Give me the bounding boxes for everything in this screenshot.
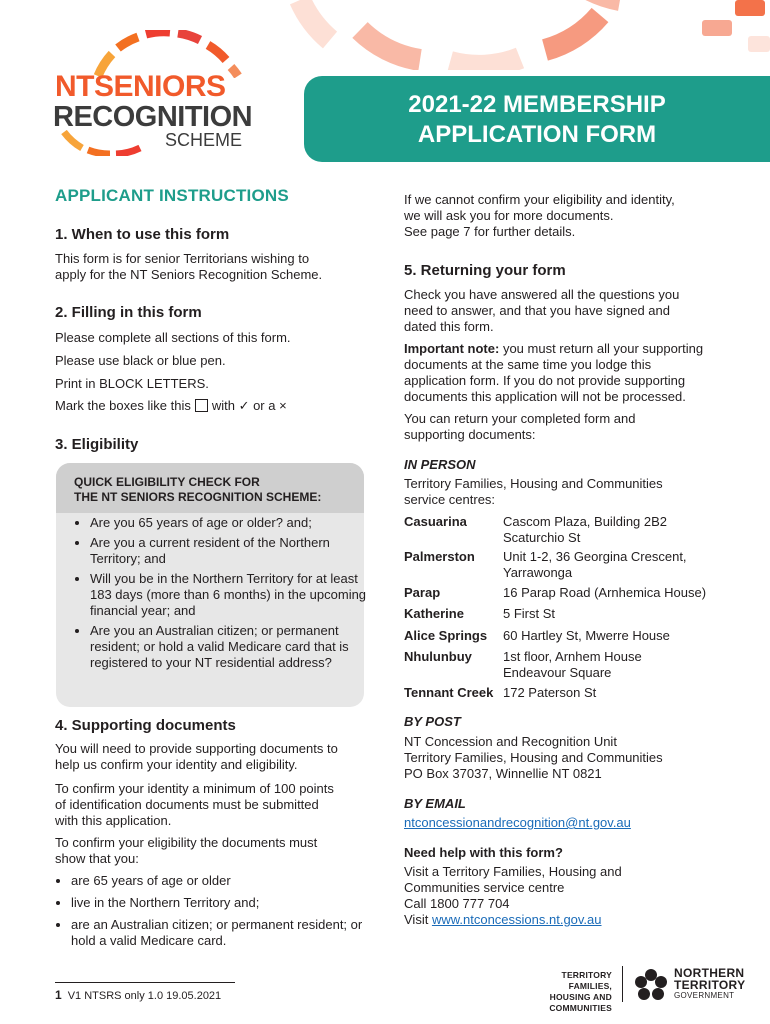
website-link[interactable]: www.ntconcessions.nt.gov.au	[431, 912, 602, 927]
list-item: • Are you 65 years of age or older? and;	[90, 515, 372, 531]
footer-logo-separator	[622, 966, 623, 1002]
nt-seniors-logo	[50, 30, 265, 160]
section-1-text-line2: apply for the NT Seniors Recognition Scheme.	[55, 267, 323, 282]
help-line2: Communities service centre	[404, 880, 565, 895]
eligibility-list	[70, 515, 372, 675]
list-item: • Are you an Australian citizen; or permanent resident; or hold a valid Medicare card that is registered to your NT residential address?	[90, 623, 372, 671]
section-2-line2: Please use black or blue pen.	[55, 353, 226, 368]
section-5-title: 5. Returning your form	[404, 262, 566, 279]
section-1-title: 1. When to use this form	[55, 226, 230, 243]
eligibility-box-header	[56, 463, 364, 513]
post-line2: Territory Families, Housing and Communities	[404, 750, 663, 765]
nt-government-logo: NORTHERN TERRITORY GOVERNMENT	[632, 965, 752, 1005]
help-phone: Call 1800 777 704	[404, 896, 510, 911]
section-4-title: 4. Supporting documents	[55, 717, 236, 734]
logo-text-line3: SCHEME	[165, 130, 243, 150]
list-item: • are an Australian citizen; or permanent resident; or hold a valid Medicare card.	[71, 917, 371, 949]
eligibility-check-box	[56, 463, 367, 707]
return-line1: You can return your completed form and	[404, 411, 636, 426]
important-note-line1: Important note: you must return all your supporting	[404, 341, 704, 356]
section-2-line4: Mark the boxes like this with ✓ or a ×	[55, 398, 287, 413]
page-number: 1	[55, 988, 62, 1002]
tfhc-line1: Territory Families, Housing and Communities	[404, 476, 663, 491]
logo-text-line2: RECOGNITION	[53, 101, 253, 133]
important-note-line3: application form. If you do not provide supporting	[404, 373, 686, 388]
by-email-heading: BY EMAIL	[404, 796, 466, 811]
list-item: • Are you a current resident of the Northern Territory; and	[90, 535, 372, 567]
section-2-line1: Please complete all sections of this form.	[55, 330, 291, 345]
supporting-docs-list	[55, 873, 371, 955]
list-item: • are 65 years of age or older	[71, 873, 371, 889]
intro-line2: we will ask you for more documents.	[404, 208, 614, 223]
logo-text-line1: NTSENIORS	[55, 70, 226, 103]
footer-divider	[55, 982, 235, 983]
section-2-line3: Print in BLOCK LETTERS.	[55, 376, 209, 391]
help-line1: Visit a Territory Families, Housing and	[404, 864, 622, 879]
post-line1: NT Concession and Recognition Unit	[404, 734, 617, 749]
help-website-line: Visit www.ntconcessions.nt.gov.au	[404, 912, 602, 927]
list-item: • Will you be in the Northern Territory for at least 183 days (more than 6 months) in the upcoming financial year; and	[90, 571, 372, 619]
list-item: • live in the Northern Territory and;	[71, 895, 371, 911]
by-post-heading: BY POST	[404, 714, 461, 729]
section-4-p1-line2: help us confirm your identity and eligibility.	[55, 757, 298, 772]
post-line3: PO Box 37037, Winnellie NT 0821	[404, 766, 602, 781]
tfhc-department-logo: TERRITORY FAMILIES, HOUSING AND COMMUNITIES	[549, 970, 612, 1013]
intro-line3: See page 7 for further details.	[404, 224, 576, 239]
logo-lower-arc-icon	[60, 130, 160, 156]
email-link[interactable]: ntconcessionandrecognition@nt.gov.au	[404, 815, 631, 830]
important-note-line2: documents at the same time you lodge this	[404, 357, 652, 372]
eligibility-header-line1: QUICK ELIGIBILITY CHECK FOR	[74, 475, 260, 489]
checkbox-example-icon	[195, 399, 208, 412]
section-4-p2-line3: with this application.	[55, 813, 172, 828]
section-1-text-line1: This form is for senior Territorians wishing to	[55, 251, 310, 266]
section-4-p3-line1: To confirm your eligibility the documents must	[55, 835, 318, 850]
applicant-instructions-heading: APPLICANT INSTRUCTIONS	[55, 186, 289, 205]
intro-line1: If we cannot confirm your eligibility and identity,	[404, 192, 675, 207]
nt-flower-icon	[632, 967, 670, 1003]
in-person-heading: IN PERSON	[404, 457, 476, 472]
form-title-line2: APPLICATION FORM	[417, 121, 657, 148]
tfhc-line2: service centres:	[404, 492, 496, 507]
form-title-line1: 2021-22 MEMBERSHIP	[408, 91, 666, 118]
section-4-p2-line1: To confirm your identity a minimum of 100 points	[55, 781, 334, 796]
section-3-title: 3. Eligibility	[55, 436, 139, 453]
section-5-p1-line3: dated this form.	[404, 319, 494, 334]
section-4-p2-line2: of identification documents must be submitted	[55, 797, 319, 812]
section-5-p1-line2: need to answer, and that you have signed and	[404, 303, 670, 318]
section-2-title: 2. Filling in this form	[55, 304, 202, 321]
important-note-line4: documents this application will not be processed.	[404, 389, 686, 404]
section-4-p1-line1: You will need to provide supporting documents to	[55, 741, 338, 756]
section-5-p1-line1: Check you have answered all the questions you	[404, 287, 680, 302]
form-title-banner	[304, 76, 770, 162]
footer-version: 1 V1 NTSRS only 1.0 19.05.2021	[55, 988, 222, 1002]
eligibility-header-line2: THE NT SENIORS RECOGNITION SCHEME:	[74, 490, 322, 504]
section-4-p3-line2: show that you:	[55, 851, 139, 866]
help-heading: Need help with this form?	[404, 845, 563, 860]
return-line2: supporting documents:	[404, 427, 536, 442]
